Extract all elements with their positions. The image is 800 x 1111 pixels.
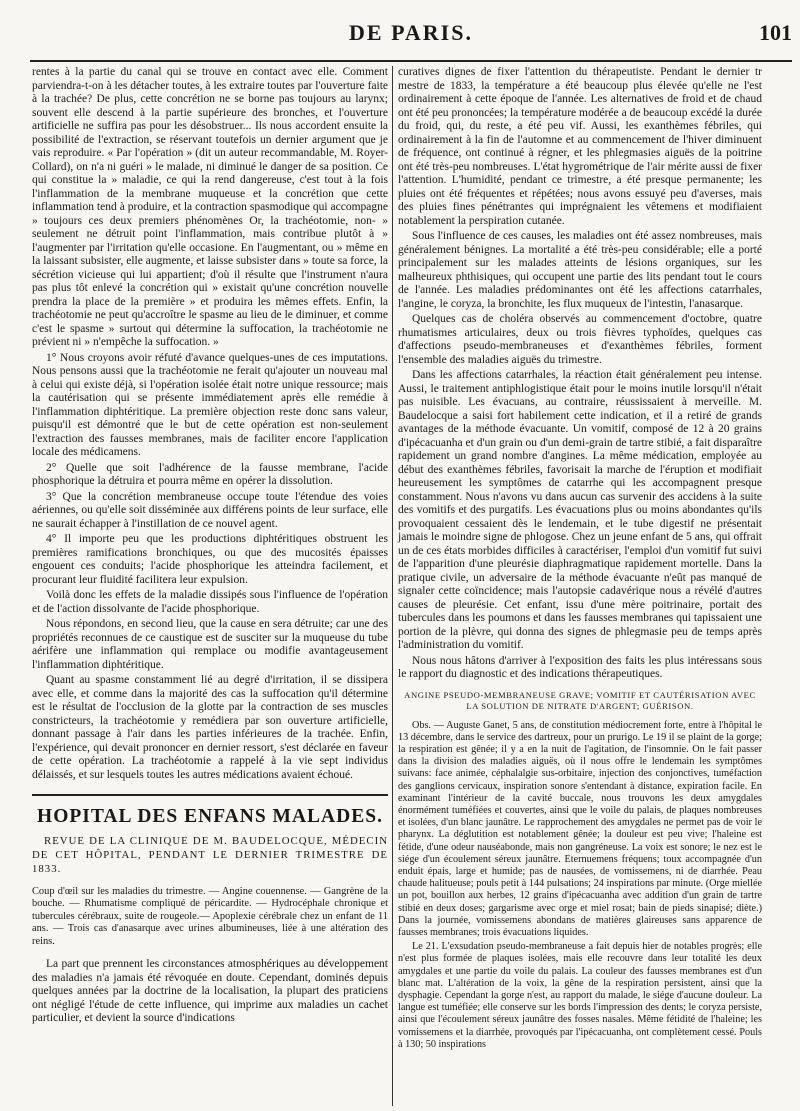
- paragraph: curatives dignes de fixer l'attention du thérapeutiste. Pendant le dernier tr mestre de 1833, la température a été beaucoup plus élevée qu'elle ne l'est ordinairement à cette époque de l'année. Les alternatives de froid et de chaud ont été peu prononcées; la température modérée a de beaucoup excédé la durée du froid, qui, du reste, a été peu vif. Aussi, les exanthèmes fébriles, qui ordinairement à la fin de l'automne et au commencement de l'hiver diminuent de fréquence, ont continué à régner, et les phlegmasies aiguës de la poitrine ont été très-peu nombreuses. L'état hygrométrique de l'air mérite aussi de fixer l'attention. L'humidité, pendant ce trimestre, a été presque permanente; les pluies ont été fréquentes et répétées; nous avons essuyé peu d'averses, mais des pluies fines pénétrantes qui imprégnaient les vêtemens et modifiaient notablement la perspiration cutanée.: [398, 66, 762, 227]
- section-separator: [32, 794, 388, 796]
- column-divider: [392, 66, 393, 1106]
- running-title: DE PARIS.: [349, 20, 473, 45]
- right-column: [398, 66, 762, 1053]
- left-column: [32, 66, 388, 1028]
- paragraph: 2° Quelle que soit l'adhérence de la fausse membrane, l'acide phosphorique la détruira et pourra même en opérer la dissolution.: [32, 461, 388, 487]
- page-header: [30, 20, 792, 50]
- paragraph: Nous répondons, en second lieu, que la cause en sera détruite; car une des propriétés reconnues de ce caustique est de susciter sur la muqueuse du tube aérifère une inflammation qui remplace ou modifie avantageusement l'inflammation diphtéritique.: [32, 618, 388, 671]
- article-summary: Coup d'œil sur les maladies du trimestre. — Angine couennense. — Gangrène de la bouche. — Rhumatisme compliqué de péricardite. — Hydrocéphale chronique et tubercules cérébraux, suite de rougeole.— Apoplexie cérébrale chez un enfant de 11 ans. — Trois cas d'anasarque avec urines albumineuses, liée à une altération des reins.: [32, 885, 388, 947]
- paragraph: 3° Que la concrétion membraneuse occupe toute l'étendue des voies aériennes, ou qu'elle soit disséminée aux différens points de leur surface, elle ne saurait échapper à l'instillation de ce nouvel agent.: [32, 490, 388, 530]
- paragraph: Nous nous hâtons d'arriver à l'exposition des faits les plus intéressans sous le rapport du diagnostic et des indications thérapeutiques.: [398, 654, 762, 680]
- case-observation: Obs. — Auguste Ganet, 5 ans, de constitution médiocrement forte, entre à l'hôpital le 13 décembre, dans le service des dartreux, pour un prurigo. Le 19 il se plaint de la gorge; la respiration est gênée; il y a en la nuit de l'agitation, de l'insomnie. On le fait passer dans la division des maladies aiguës, où il nous offre le lendemain les symptômes suivans: face animée, céphalalgie sus-orbitaire, injection des conjonctives, tuméfaction des ganglions cervicaux, inspiration sonore s'entendant à distance, expiration facile. En examinant l'intérieur de la cavité buccale, nous trouvons les deux amygdales énormément tuméfiées et couvertes, ainsi que le voile du palais, de plaques nombreuses et isolées, d'un blanc jaunâtre. Le rapprochement des amygdales ne permet pas de voir le pharynx. La déglutition est notablement gênée; la douleur est peu vive; l'haleine est fétide, d'une odeur nauséabonde, mais non gangréneuse. La voix est sonore; le nez est le siége d'un écoulement séreux jaunâtre. Eternuemens fréquens; toux accompagnée d'un enduit épais, large et humide; pas de nausées, de vomissemens, ni de diarrhée. Peau chaude halitueuse; pouls petit à 144 pulsations; 24 inspirations par minute. (Orge miellée un pot, bouillon aux herbes, 12 grains d'ipécacuanha avec addition d'un grain de tartre stibié en deux doses; gargarisme avec orge et miel rosat; bain de pieds sinapisé; diète.) Dans la journée, vomissemens abondans de matières glaireuses sans apparence de fausses membranes; trois évacuations liquides.: [398, 719, 762, 938]
- paragraph: 4° Il importe peu que les productions diphtéritiques obstruent les premières ramifications bronchiques, ou que des mucosités épaisses engouent ces conduits; l'acide phosphorique les atteindra facilement, et procurant leur fluidité facilitera leur expulsion.: [32, 533, 388, 586]
- header-rule: [30, 60, 792, 62]
- paragraph: Sous l'influence de ces causes, les maladies ont été assez nombreuses, mais généralement bénignes. La mortalité a été très-peu considérable; elle a porté principalement sur les malades atteints de lésions organiques, sur les malheureux phthisiques, qui occupent une partie des lits pendant tout le cours de l'année. Les maladies prédominantes ont été les affections catarrhales, l'angine, le coryza, la bronchite, les flux muqueux de l'intestin, l'anasarque.: [398, 230, 762, 310]
- paragraph: Quelques cas de choléra observés au commencement d'octobre, quatre rhumatismes articulaires, deux ou trois fièvres typhoïdes, quelques cas d'affections pseudo-membraneuses et d'exanthèmes fébriles, forment l'ensemble des maladies aiguës du trimestre.: [398, 313, 762, 366]
- paragraph: La part que prennent les circonstances atmosphériques au développement des maladies n'a jamais été révoquée en doute. Cependant, dominés depuis quelques années par la doctrine de la localisation, la plupart des praticiens ont négligé l'étude de cette influence, qui imprime aux maladies un cachet particulier, et devient la source d'indications: [32, 958, 388, 1024]
- article-subtitle: REVUE DE LA CLINIQUE DE M. BAUDELOCQUE, MÉDECIN DE CET HÔPITAL, PENDANT LE DERNIER TRIMESTRE DE 1833.: [32, 834, 388, 875]
- paragraph: 1° Nous croyons avoir réfuté d'avance quelques-unes de ces imputations. Nous pensons aussi que la trachéotomie ne ferait qu'ajouter un nouveau mal à celui qui existe déjà, si l'opération isolée était notre unique ressource; mais la cautérisation qui se présente immédiatement après elle remédie à l'inflammation diphtéritique. La première objection reste donc sans valeur, puisqu'il est démontré que le but de cette opération est non-seulement l'extraction des fausses membranes, mais de faciliter encore l'application locale des médicamens.: [32, 351, 388, 458]
- case-heading: ANGINE PSEUDO-MEMBRANEUSE GRAVE; VOMITIF ET CAUTÉRISATION AVEC LA SOLUTION DE NITRATE D'ARGENT; GUÉRISON.: [404, 689, 756, 711]
- page-number: 101: [759, 20, 792, 45]
- paragraph: Quant au spasme constamment lié au degré d'irritation, il se dissipera avec elle, et comme dans la majorité des cas la suffocation qu'il détermine est le résultat de l'occlusion de la glotte par la contraction de ses muscles constricteurs, la trachéotomie y remédiera par son ouverture artificielle, donnant passage à l'air dans les parties inférieures de la trachée. Enfin, l'expérience, qui devait prononcer en dernier ressort, s'est déclarée en faveur de cette opération. La trachéotomie a rappelé à la vie sept individus délaissés, et sur lesquels toutes les autres médications avaient échoué.: [32, 674, 388, 781]
- paragraph: Dans les affections catarrhales, la réaction était généralement peu intense. Aussi, le traitement antiphlogistique était pour le moins inutile lorsqu'il n'était pas nuisible. Les évacuans, au contraire, réussissaient à merveille. M. Baudelocque a saisi fort habilement cette indication, et il a retiré de grands avantages de la méthode évacuante. Un vomitif, composé de 12 à 20 grains d'ipécacuanha et d'un grain ou d'un demi-grain de tartre stibié, a fait disparaître rapidement un grand nombre d'angines. La même médication, employée au début des exanthèmes fébriles, favorisait la marche de l'éruption et modifiait heureusement les symptômes de catarrhe qui les accompagnent presque constamment. Nous n'avons vu dans aucun cas survenir des accidens à la suite des vomitifs et des purgatifs. Les évacuations plus ou moins abondantes qu'ils provoquaient cessaient dès le lendemain, et le tube digestif ne présentait jamais le moindre signe de phlogose. Chez un jeune enfant de 5 ans, qui offrait un de ces états morbides difficiles à caractériser, l'emploi d'un vomitif fut suivi de l'apparition d'une pleurésie diaphragmatique rapidement mortelle. Dans la pratique civile, un adversaire de la méthode évacuante n'eût pas manqué de signaler cette coïncidence; mais l'autopsie cadavérique nous a révélé d'autres causes de pleurésie. Cet enfant, issu d'une mère poitrinaire, portait des tubercules dans les poumons et dans les fausses membranes qui tapissaient une portion de la plèvre, qui donna des signes de phlegmasie peu de temps après l'administration du vomitif.: [398, 369, 762, 651]
- paragraph: Voilà donc les effets de la maladie dissipés sous l'influence de l'opération et de l'action dissolvante de l'acide phosphorique.: [32, 589, 388, 615]
- case-observation: Le 21. L'exsudation pseudo-membraneuse a fait depuis hier de notables progrès; elle n'est plus formée de plaques isolées, mais elle recouvre dans leur totalité les deux amygdales et une partie du voile du palais. La couleur des fausses membranes est d'un blanc mat. L'altération de la voix, la gêne de la respiration persistent, ainsi que la dysphagie. Cependant la gorge n'est, au rapport du malade, le siége d'aucune douleur. La langue est tuméfiée; elle conserve sur les bords l'impression des dents; le coryza persiste, ainsi que l'écoulement séreux jaunâtre des fosses nasales. Même fétidité de l'haleine; les vomissemens et la diarrhée, provoqués par l'ipécacuanha, ont complètement cessé. Pouls à 130; 50 inspirations: [398, 941, 762, 1050]
- section-title: HOPITAL DES ENFANS MALADES.: [37, 806, 383, 827]
- paragraph: rentes à la partie du canal qui se trouve en contact avec elle. Comment parviendra-t-on à les détacher toutes, à les extraire toutes par l'ouverture faite à la trachée? De plus, cette concrétion ne se borne pas toujours au larynx; souvent elle descend à la partie supérieure des bronches, et l'ouverture artificielle ne suffira pas pour les désobstruer... Ils nous accordent ensuite la possibilité de l'extraction, se réservant toutefois un dernier argument que je vais reproduire. « Par l'opération » (dit un auteur recommandable, M. Royer-Collard), on n'a ni guéri » le malade, ni diminué le danger de sa position. Ce qui constitue la » maladie, ce qui la rend dangereuse, c'est tout à la fois l'inflammation de la membrane muqueuse et la concrétion que cette inflammation tend à produire, et la contraction spasmodique qui accompagne » toujours ces deux premiers phénomènes Or, la trachéotomie, non- » seulement ne détruit point l'inflammation, mais contribue plutôt à » l'augmenter par l'irritation qu'elle occasione. En l'augmentant, ou » même en la laissant subsister, elle augmente, et laisse subsister dans » toute sa force, la sécrétion vicieuse qui lui appartient; d'où il résulte que l'instrument n'aura pas plus tôt enlevé la concrétion qui » existait qu'une concrétion nouvelle prendra la place de la première » et produira les mêmes effets. Enfin, la trachéotomie ne peut qu'accroître le spasme au lieu de le diminuer, et comme c'est le spasme » surtout qui détermine la suffocation, la trachéotomie ne prévient ni » n'empêche la suffocation. »: [32, 66, 388, 348]
